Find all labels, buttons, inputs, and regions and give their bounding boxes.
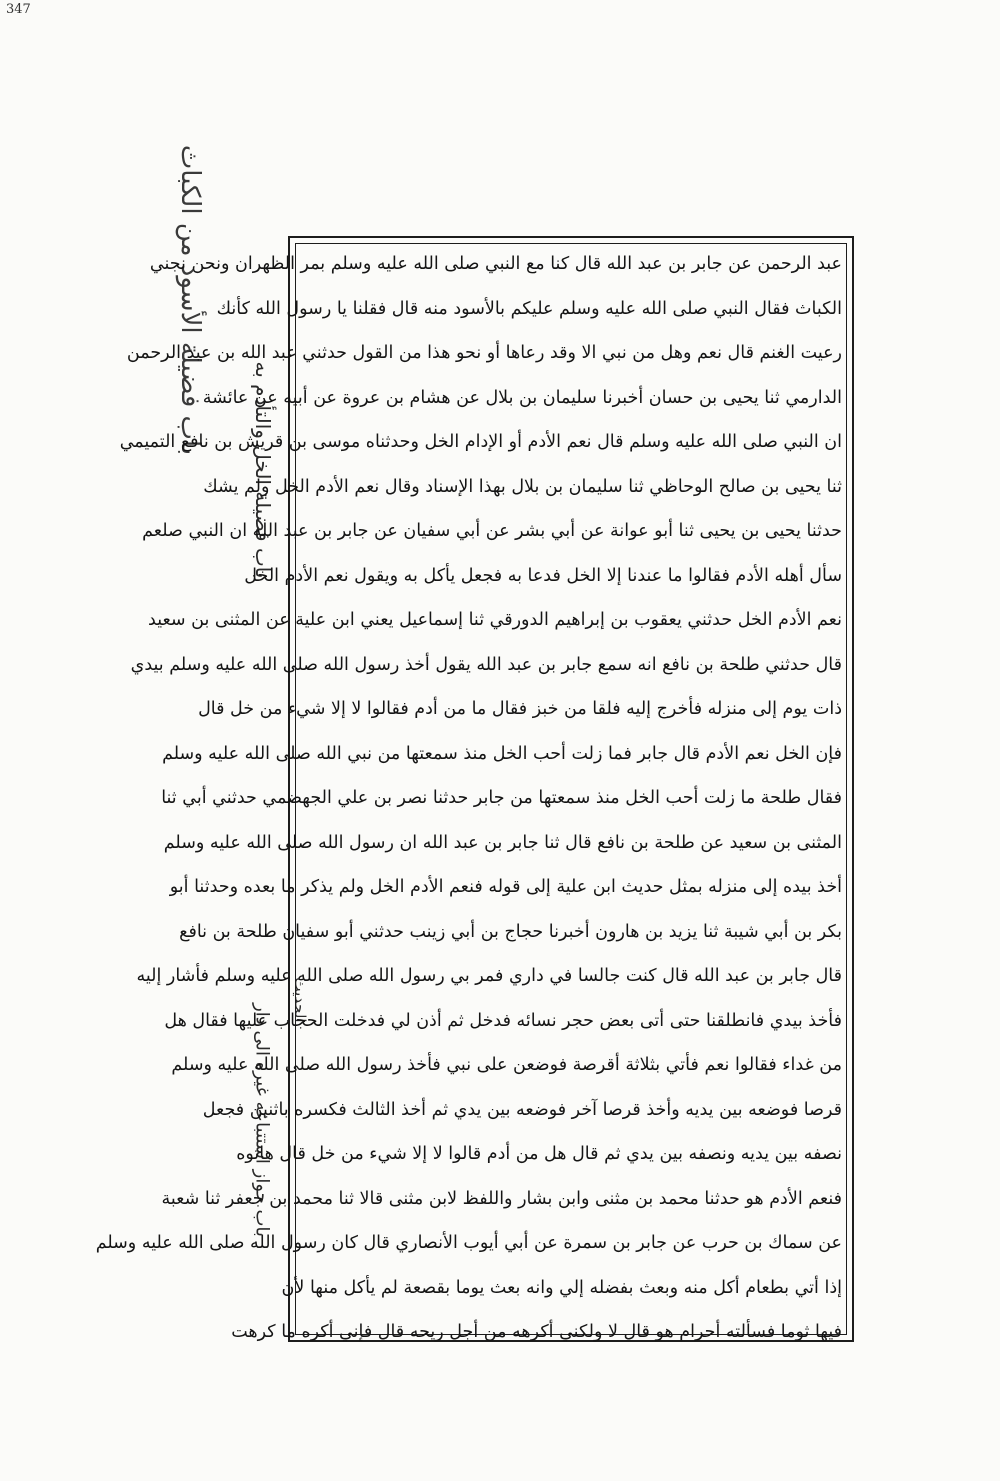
text-line: إذا أتي بطعام أكل منه وبعث بفضله إلي وانه بعث يوما بقصعة لم يأكل منها لأن xyxy=(281,1277,842,1298)
text-line: رعيت الغنم قال نعم وهل من نبي الا وقد رعاها أو نحو هذا من القول حدثني عبد الله بن عبد الرحمن xyxy=(126,343,842,363)
text-line: من غداء فقالوا نعم فأتي بثلاثة أقرصة فوضعن على نبي فأخذ رسول الله صلى الله عليه وسلم xyxy=(171,1055,842,1075)
text-line: ان النبي صلى الله عليه وسلم قال نعم الأدم أو الإدام الخل وحدثناه موسى بن قريش بن نافع التميمي xyxy=(119,432,842,452)
text-line: نصفه بين يديه ونصفه بين يدي ثم قال هل من أدم قالوا لا إلا شيء من خل قال هاتوه xyxy=(236,1144,842,1164)
text-line: فأخذ بيدي فانطلقنا حتى أتى بعض حجر نسائه فدخل ثم أذن لي فدخلت الحجاب عليها فقال هل xyxy=(164,1010,842,1031)
text-line: أخذ بيده إلى منزله بمثل حديث ابن علية إلى قوله فنعم الأدم الخل ولم يذكر ما بعده وحدثنا أبو xyxy=(169,877,842,897)
text-line: قرصا فوضعه بين يديه وأخذ قرصا آخر فوضعه بين يدي ثم أخذ الثالث فكسره باثنين فجعل xyxy=(202,1099,842,1120)
margin-heading-black-cumin: باب فضيلة الأسود من الكباث xyxy=(175,144,205,456)
text-line: الكباث فقال النبي صلى الله عليه وسلم عليكم بالأسود منه قال فقلنا يا رسول الله كأنك xyxy=(216,298,842,319)
margin-heading-vinegar: باب فضيلة الخل والتأدم به xyxy=(251,361,275,579)
text-line: عبد الرحمن عن جابر بن عبد الله قال كنا مع النبي صلى الله عليه وسلم بمر الظهران ونحن نجني xyxy=(149,254,842,274)
text-line: قال حدثني طلحة بن نافع انه سمع جابر بن عبد الله يقول أخذ رسول الله صلى الله عليه وسلم بيدي xyxy=(130,654,842,675)
text-line: عن سماك بن حرب عن جابر بن سمرة عن أبي أيوب الأنصاري قال كان رسول الله صلى الله عليه وسلم xyxy=(95,1233,842,1253)
margin-heading-guest: باب جواز استتباعه غيره الى دار xyxy=(251,1003,273,1237)
text-line: فإن الخل نعم الأدم قال جابر فما زلت أحب الخل منذ سمعتها من نبي الله صلى الله عليه وسلم xyxy=(162,743,842,764)
text-line: فيها ثوما فسألته أحرام هو قال لا ولكني أكرهه من أجل ريحه قال فإني أكره ما كرهت xyxy=(231,1322,842,1342)
margin-inline-note: الحديث xyxy=(291,977,309,1023)
text-line: ثنا يحيى بن صالح الوحاظي ثنا سليمان بن بلال بهذا الإسناد وقال نعم الأدم الخل ولم يشك xyxy=(203,476,842,497)
text-line: بكر بن أبي شيبة ثنا يزيد بن هارون أخبرنا حجاج بن أبي زينب حدثني أبو سفيان طلحة بن نافع xyxy=(179,921,842,942)
text-line: سأل أهله الأدم فقالوا ما عندنا إلا الخل فدعا به فجعل يأكل به ويقول نعم الأدم الخل xyxy=(244,565,842,586)
text-line: فقال طلحة ما زلت أحب الخل منذ سمعتها من جابر حدثنا نصر بن علي الجهضمي حدثني أبي ثنا xyxy=(161,788,842,808)
text-line: ذات يوم إلى منزله فأخرج إليه فلقا من خبز فقال ما من أدم فقالوا لا إلا شيء من خل قال xyxy=(198,699,842,719)
text-line: نعم الأدم الخل حدثني يعقوب بن إبراهيم الدورقي ثنا إسماعيل يعني ابن علية عن المثنى بن سعيد xyxy=(148,610,842,630)
page-number: 347 xyxy=(6,2,31,17)
text-line: الدارمي ثنا يحيى بن حسان أخبرنا سليمان بن بلال عن هشام بن عروة عن أبيه عن عائشة xyxy=(202,387,842,408)
text-line: حدثنا يحيى بن يحيى ثنا أبو عوانة عن أبي بشر عن أبي سفيان عن جابر بن عبد الله ان النبي صلعم xyxy=(142,521,842,541)
text-line: فنعم الأدم هو حدثنا محمد بن مثنى وابن بشار واللفظ لابن مثنى قالا ثنا محمد بن جعفر ثنا شعبة xyxy=(161,1188,842,1209)
text-line: قال جابر بن عبد الله قال كنت جالسا في داري فمر بي رسول الله صلى الله عليه وسلم فأشار إليه xyxy=(136,966,842,986)
text-line: المثنى بن سعيد عن طلحة بن نافع قال ثنا جابر بن عبد الله ان رسول الله صلى الله عليه وسلم xyxy=(163,832,842,853)
